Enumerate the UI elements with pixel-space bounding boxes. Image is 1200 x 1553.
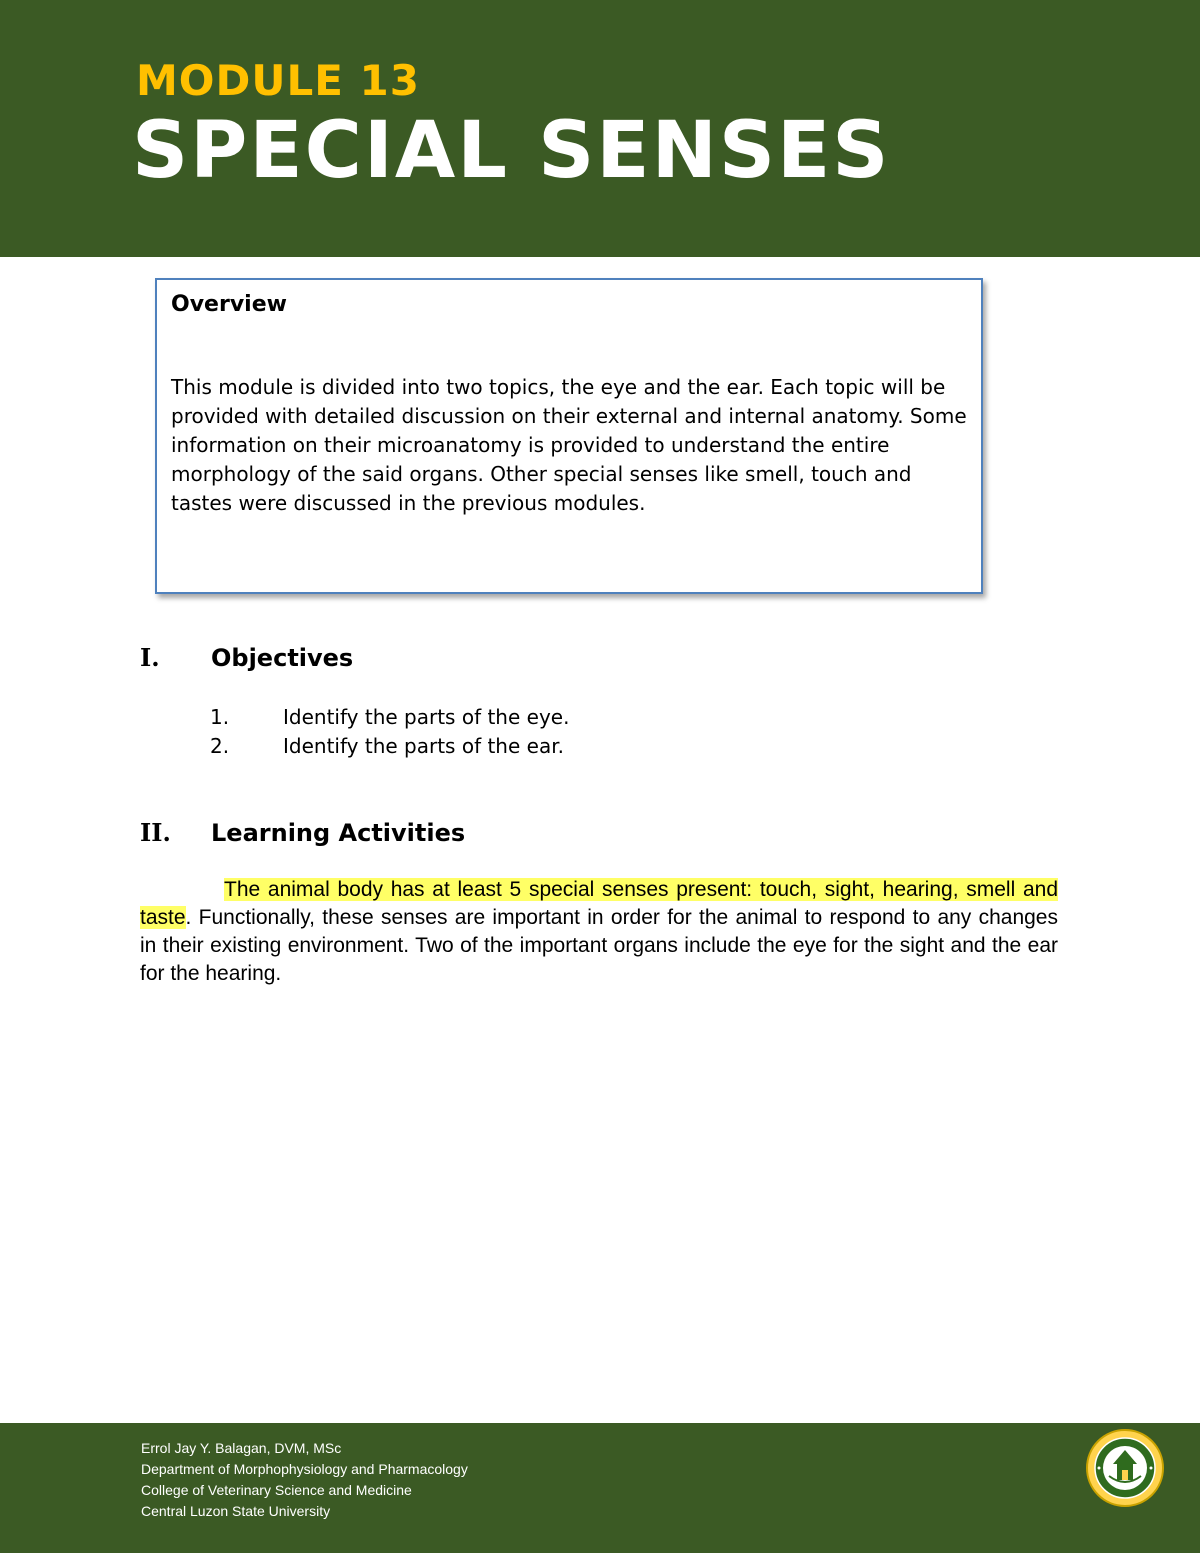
list-item-number: 2. [210, 734, 230, 758]
list-item [210, 732, 569, 761]
footer-department: Department of Morphophysiology and Pharmacology [141, 1461, 468, 1477]
overview-body: This module is divided into two topics, the eye and the ear. Each topic will be provided with detailed discussion on their external and internal anatomy. Some information on their microanatomy is provided to understand the entire morphology of the said organs. Other special senses like smell, touch and tastes were discussed in the previous modules. [171, 375, 967, 515]
university-seal-icon [1085, 1428, 1165, 1508]
footer-university: Central Luzon State University [141, 1503, 331, 1519]
list-item-text: Identify the parts of the ear. [283, 734, 564, 758]
objectives-list [210, 703, 569, 761]
module-number: MODULE 13 [136, 56, 420, 105]
footer-college: College of Veterinary Science and Medicine [141, 1482, 412, 1498]
paragraph-rest-text: . Functionally, these senses are important in order for the animal to respond to any changes in their existing environment. Two of the important organs include the eye for the sight and the ear for the hearing. [140, 906, 1058, 985]
list-item-text: Identify the parts of the eye. [283, 705, 570, 729]
overview-box [155, 278, 983, 594]
highlighted-text: The animal body has at least 5 special senses present: touch, sight, hearing, smell and taste [140, 878, 1058, 929]
header-band [0, 0, 1200, 257]
learning-activities-section-number: II. [140, 818, 171, 847]
footer-author: Errol Jay Y. Balagan, DVM, MSc [141, 1440, 342, 1456]
objectives-heading-text: Objectives [211, 644, 354, 672]
objectives-section-number: I. [140, 643, 160, 672]
learning-activities-paragraph [140, 876, 1058, 988]
overview-heading: Overview [171, 292, 287, 317]
objectives-heading [140, 643, 354, 672]
footer-credits [141, 1438, 468, 1522]
learning-activities-heading [140, 818, 466, 847]
module-title: SPECIAL SENSES [132, 106, 891, 196]
list-item-number: 1. [210, 705, 230, 729]
learning-activities-heading-text: Learning Activities [211, 819, 466, 847]
list-item [210, 703, 569, 732]
